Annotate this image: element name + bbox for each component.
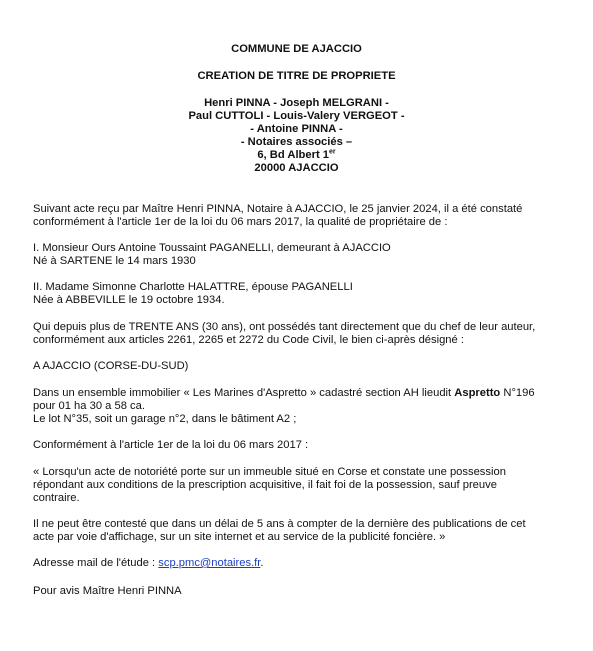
property-paragraph: Dans un ensemble immobilier « Les Marines d'Aspretto » cadastré section AH lieudit Aspretto N°196 pour 01 ha 30 a 58 ca. Le lot N°35, soit un garage n°2, dans le bâtiment A2 ; xyxy=(33,387,535,425)
quote-paragraph-2: Il ne peut être contesté que dans un délai de 5 ans à compter de la dernière des publications de cet acte par voie d'affichage, sur un site internet et au service de la publicité foncière. » xyxy=(33,518,526,543)
email-link[interactable]: scp.pmc@notaires.fr xyxy=(158,557,261,569)
email-line: Adresse mail de l'étude : scp.pmc@notaires.fr. xyxy=(33,557,264,569)
location-line: A AJACCIO (CORSE-DU-SUD) xyxy=(33,360,189,372)
intro-paragraph: Suivant acte reçu par Maître Henri PINNA, Notaire à AJACCIO, le 25 janvier 2024, il a été constaté conformément à l'article 1er de la loi du 06 mars 2017, la qualité de propriétaire de : xyxy=(33,203,523,228)
office-address-city: 20000 AJACCIO xyxy=(254,162,339,174)
notaries-line-4: - Notaires associés – xyxy=(240,136,353,148)
office-address-street: 6, Bd Albert 1er xyxy=(257,148,336,161)
commune-heading: COMMUNE DE AJACCIO xyxy=(231,43,362,55)
conformement-line: Conformément à l'article 1er de la loi du 06 mars 2017 : xyxy=(33,439,309,451)
notaries-line-3: - Antoine PINNA - xyxy=(250,123,343,135)
notaries-line-2: Paul CUTTOLI - Louis-Valery VERGEOT - xyxy=(188,110,405,122)
owner-2-paragraph: II. Madame Simonne Charlotte HALATTRE, épouse PAGANELLI Née à ABBEVILLE le 19 octobre 1934. xyxy=(33,281,353,306)
owner-1-paragraph: I. Monsieur Ours Antoine Toussaint PAGANELLI, demeurant à AJACCIO Né à SARTENE le 14 mars 1930 xyxy=(33,242,391,267)
possession-paragraph: Qui depuis plus de TRENTE ANS (30 ans), ont possédés tant directement que du chef de leur auteur, conformément aux articles 2261, 2265 et 2272 du Code Civil, le bien ci-après désigné : xyxy=(33,321,536,346)
document-title: CREATION DE TITRE DE PROPRIETE xyxy=(197,70,396,82)
quote-paragraph-1: « Lorsqu'un acte de notoriété porte sur un immeuble situé en Corse et constate une possession répondant aux conditions de la prescription acquisitive, il fait foi de la possession, sauf preuve contraire. xyxy=(33,466,506,504)
signature-line: Pour avis Maître Henri PINNA xyxy=(33,585,182,597)
notaries-line-1: Henri PINNA - Joseph MELGRANI - xyxy=(204,97,389,109)
